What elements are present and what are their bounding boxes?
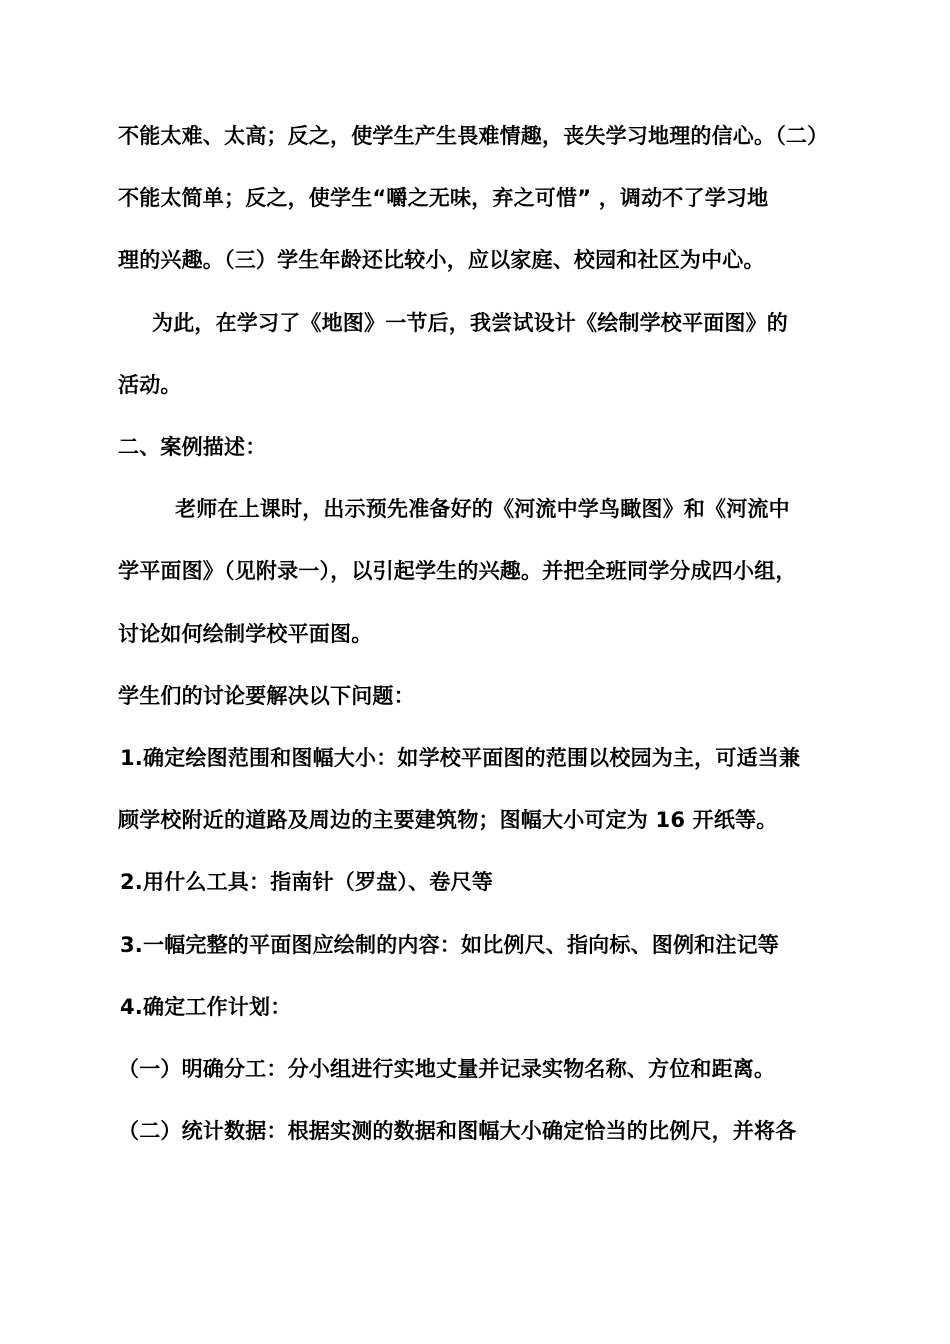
paragraph-line: 学平面图》（见附录一），以引起学生的兴趣。并把全班同学分成四小组， [118, 559, 797, 583]
paragraph-line: 老师在上课时，出示预先准备好的《河流中学鸟瞰图》和《河流中 [175, 497, 790, 521]
paragraph-line: 活动。 [118, 373, 182, 397]
paragraph-line: 顾学校附近的道路及周边的主要建筑物；图幅大小可定为 16 开纸等。 [118, 808, 778, 832]
section-heading: 二、案例描述： [118, 435, 267, 459]
list-item: （一）明确分工：分小组进行实地丈量并记录实物名称、方位和距离。 [118, 1057, 776, 1081]
list-item: 3.一幅完整的平面图应绘制的内容：如比例尺、指向标、图例和注记等 [120, 933, 779, 957]
list-item: （二）统计数据：根据实测的数据和图幅大小确定恰当的比例尺，并将各 [118, 1119, 797, 1143]
list-item: 1.确定绘图范围和图幅大小：如学校平面图的范围以校园为主，可适当兼 [120, 746, 801, 770]
paragraph-line: 学生们的讨论要解决以下问题： [118, 684, 415, 708]
paragraph-line: 不能太简单；反之，使学生“嚼之无味，弃之可惜” ，调动不了学习地 [118, 186, 769, 210]
list-item: 4.确定工作计划： [120, 995, 292, 1019]
paragraph-line: 为此，在学习了《地图》一节后，我尝试设计《绘制学校平面图》的 [152, 311, 788, 335]
paragraph-line: 不能太难、太高；反之，使学生产生畏难情趣，丧失学习地理的信心。（二） [118, 124, 829, 148]
paragraph-line: 理的兴趣。（三）学生年龄还比较小，应以家庭、校园和社区为中心。 [118, 248, 765, 272]
list-item: 2.用什么工具：指南针（罗盘）、卷尺等 [120, 870, 493, 894]
paragraph-line: 讨论如何绘制学校平面图。 [118, 622, 373, 646]
